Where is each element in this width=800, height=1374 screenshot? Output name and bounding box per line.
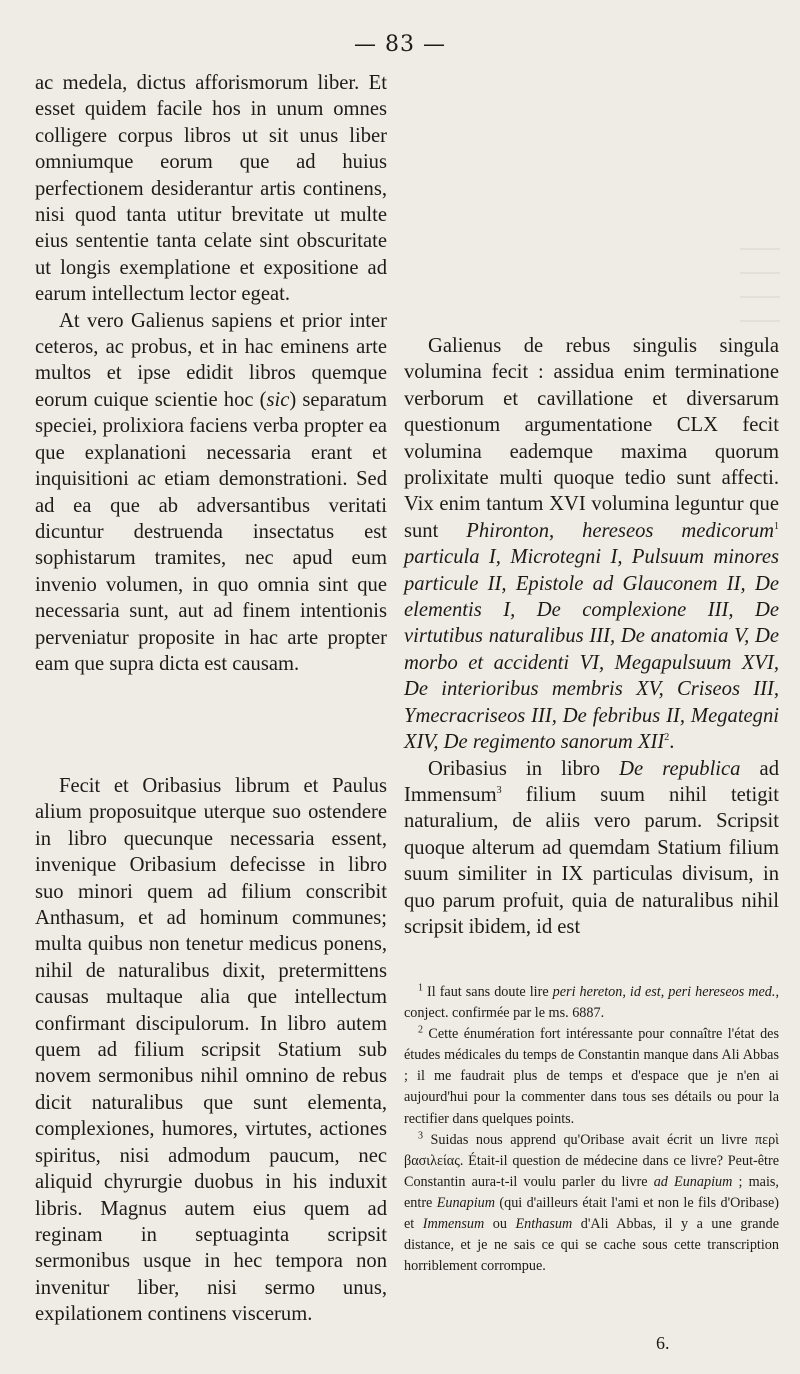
right-paragraph-2: Oribasius in libro De republica ad Immensum$^3$ filium suum nihil tetigit naturalium, de aliis vero parum. Scripsit quoque alterum ad quemdam Statium filium suum similiter in IX particulas divisum, in quo parum profuit, quia de naturalibus nihil scripsit ibidem, id est bbox=[404, 757, 779, 938]
signature-mark: 6. bbox=[656, 1333, 670, 1353]
footnote-2: $^2$ Cette énumération fort intéressante pour connaître l'état des études médicales du temps de Constantin manque dans Ali Abbas ; il me faudrait plus de temps et d'espace que je n'en ai aujourd'hui pour la commenter dans tous ses détails ou pour la rectifier dans quelques points. bbox=[404, 1024, 779, 1127]
bleed-through-texture bbox=[740, 232, 780, 322]
right-paragraph-1: Galienus de rebus singulis singula volumina fecit : assidua enim terminatione verborum et cavillatione et diversarum questionum argumentatione CLX fecit volumina eademque maxima quorum prolixitate multi quoque tedio sunt affecti. Vix enim tantum XVI volumina leguntur que sunt Phironton, hereseos medicorum$^1$ particula I, Microtegni I, Pulsuum minores particule II, Epistole ad Glauconem II, De elementis I, De complexione III, De virtutibus naturalibus III, De anatomia V, De morbo et accidenti VI, Megapulsuum XVI, De interioribus membris XV, Criseos III, Ymecracriseos III, De febribus II, Megategni XIV, De regimento sanorum XII$^2$. bbox=[404, 335, 779, 754]
right-column bbox=[404, 333, 779, 940]
footnote-ref-2: 2 bbox=[664, 732, 670, 744]
footnotes bbox=[404, 982, 779, 1277]
footnote-1: $^1$ Il faut sans doute lire peri hereton, id est, peri hereseos med., conject. confirmée par le ms. 6887. bbox=[404, 982, 779, 1022]
footnote-ref-3: 3 bbox=[496, 785, 502, 797]
footnote-ref-1: 1 bbox=[774, 520, 779, 532]
left-paragraph-1: ac medela, dictus afforismorum liber. Et esset quidem facile hos in unum omnes colligere corpus libros ut sit unus liber omniumque eorum que ad huius perfectionem desiderantur artis continens, nisi quod tanta utitur brevitate ut multe eius sententie tanta celate sint obscuritate ut longis exemplatione et expositione ad earum intellectum lector egeat. bbox=[35, 72, 387, 306]
page-number-header: — 83 — bbox=[354, 32, 446, 57]
left-column-bottom bbox=[35, 773, 387, 1328]
left-column-top bbox=[35, 70, 387, 677]
footnote-3: $^3$ Suidas nous apprend qu'Oribase avait écrit un livre περὶ βασιλείας. Était-il question de médecine dans ce livre? Peut-être Constantin aura-t-il voulu parler du livre ad Eunapium ; mais, entre Eunapium (qui d'ailleurs était l'ami et non le fils d'Oribase) et Immensum ou Enthasum d'Ali Abbas, il y a une grande distance, et je ne sais ce qui se cache sous cette transcription horriblement corrompue. bbox=[404, 1129, 780, 1275]
left-paragraph-3: Fecit et Oribasius librum et Paulus alium proposuitque uterque suo ostendere in libro quecunque necessaria essent, invenique Oribasium defecisse in libro suo minori quem ad filium conscribit Anthasum, et ad hominum communes; multa quibus non tenetur medicus ponens, nihil de naturalibus dixit, pretermittens causas multaque alia que intellectum confirmant discipulorum. In libro autem quem ad filium scripsit Statium sub novem sermonibus nihil omnino de rebus dicit naturalibus que sunt elementa, complexiones, humores, virtutes, actiones spiritus, nisi admodum paucum, nec aliquid chyrurgie duobus in his induxit libris. Magnus autem eius quem ad reginam in septuaginta scripsit sermonibus usque in hec tempora non invenitur liber, nisi sermo unus, expilationem continens viscerum. bbox=[35, 775, 387, 1326]
left-paragraph-2: At vero Galienus sapiens et prior inter ceteros, ac probus, et in hac eminens arte multos et ipse edidit libros quemque eorum cuique scientie hoc (sic) separatum speciei, prolixiora faciens verba propter ea que explanationi necessaria erant et inquisitioni ac etiam demonstrationi. Sed ad ea que ab adversantibus veritati dicuntur destruenda insectatus est sophistarum tramites, nec apud eum invenio volumen, in quo omnia sint que necessaria sunt, aut ad finem intentionis perveniatur proposite in hac arte propter eam que supra dicta est causam. bbox=[35, 309, 387, 675]
